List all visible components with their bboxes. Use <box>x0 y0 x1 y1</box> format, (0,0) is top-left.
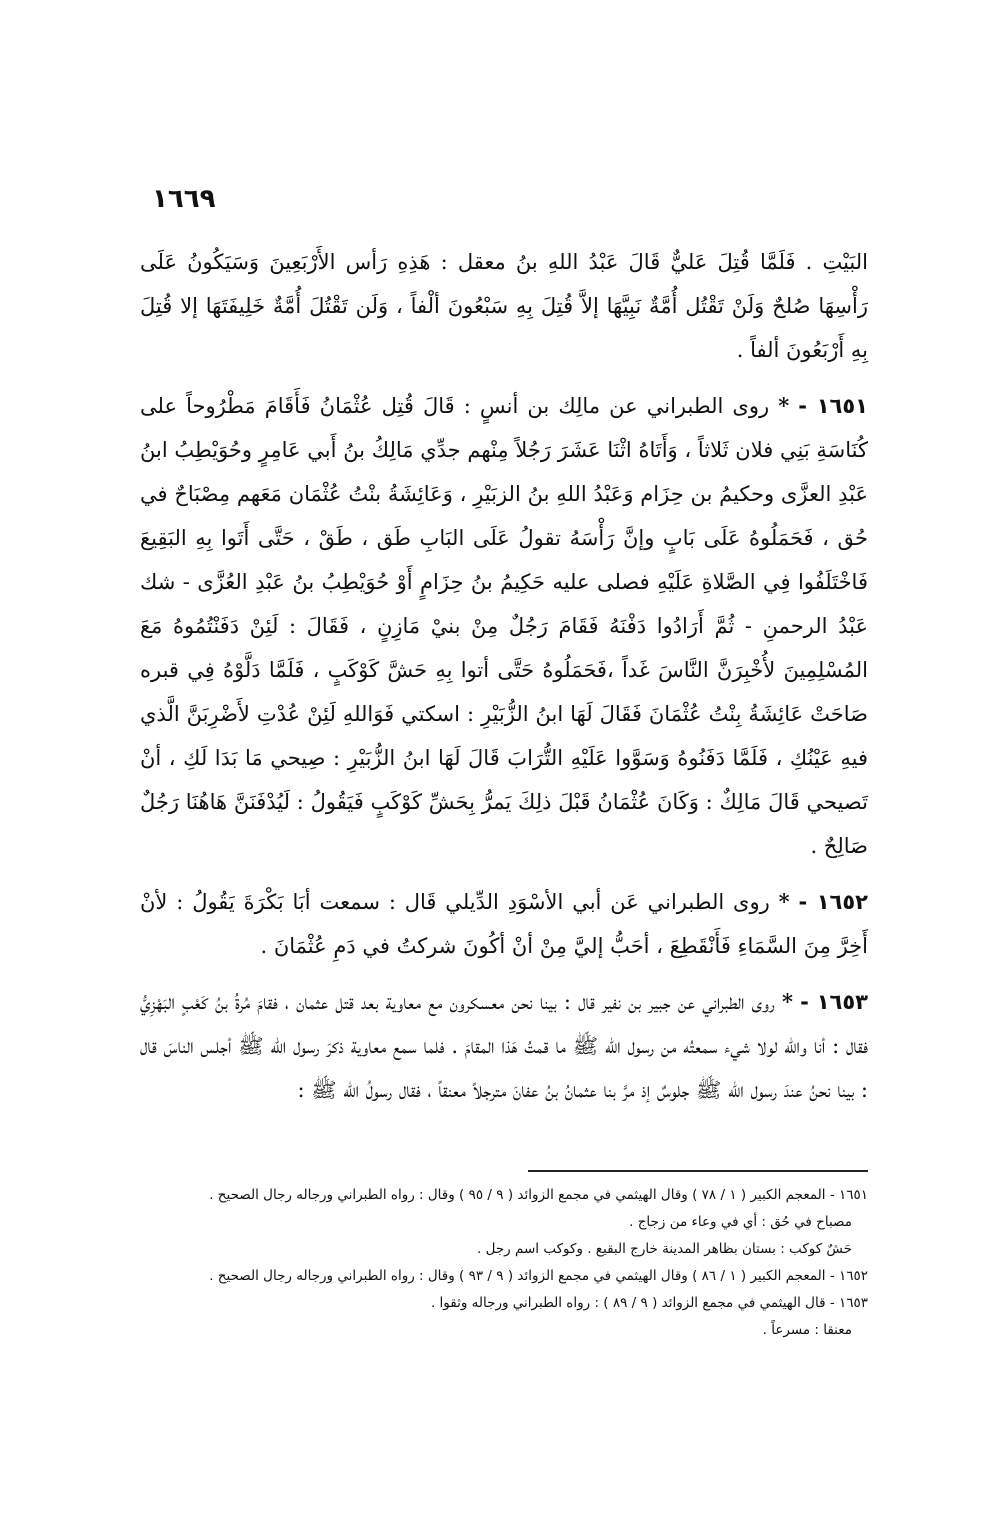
footnote-divider <box>528 1170 868 1172</box>
hadith-text: روى الطبراني عن جبير بن نفير قال : بينا نحن معسكرون مع معاوية بعد قتل عثمان ، فقامَ مُرةُ بنُ كَعْبٍ البَهْزِيُّ فقال : أنا والله لولا شيء سمعتُه من رسول الله ﷺ ما قمتُ هَذا المقامَ . فلما سمع معاوية ذكرَ رسول الله ﷺ أجلس الناسَ قال : بينا نحنُ عندَ رسول الله ﷺ جلوسٌ إذ مرَّ بنا عثمانُ بنُ عفانَ مترجلاً معنقاً ، فقال رسولُ الله ﷺ : <box>140 990 868 1102</box>
hadith-marker: * <box>778 393 790 418</box>
hadith-1653 <box>140 980 868 1112</box>
hadith-number: ١٦٥٢ - <box>798 890 868 914</box>
paragraph-continuation <box>140 240 868 372</box>
hadith-1652 <box>140 880 868 968</box>
footnote-gloss: معنقا : مسرعاً . <box>762 1322 852 1338</box>
hadith-marker: * <box>782 989 793 1014</box>
footnote-gloss: مصباح في حُق : أي في وعاء من زجاج . <box>629 1214 852 1230</box>
hadith-number: ١٦٥١ - <box>798 394 868 418</box>
page-number: ١٦٦٩ <box>152 184 216 214</box>
footnote: ١٦٥٢ - المعجم الكبير ( ١ / ٨٦ ) وقال الهيثمي في مجمع الزوائد ( ٩ / ٩٣ ) وقال : رواه الطبراني ورجاله رجال الصحيح . <box>209 1268 868 1284</box>
hadith-number: ١٦٥٣ - <box>800 990 868 1014</box>
hadith-1651 <box>140 384 868 868</box>
main-text <box>140 240 868 1124</box>
footnote: ١٦٥١ - المعجم الكبير ( ١ / ٧٨ ) وقال الهيثمي في مجمع الزوائد ( ٩ / ٩٥ ) وقال : رواه الطبراني ورجاله رجال الصحيح . <box>209 1187 868 1203</box>
hadith-text: روى الطبراني عَن أبي الأسْوَدِ الدِّيلي قَال : سمعت أبَا بَكْرَةَ يَقُولُ : لأنْ أَخِرَّ مِنَ السَّمَاءِ فَأَنْقَطِعَ ، أحَبُّ إليَّ مِنْ أنْ أكُونَ شركتُ في دَمِ عُثْمَانَ . <box>140 890 868 958</box>
hadith-text: روى الطبراني عن مالِك بن أنسٍ : قَالَ قُتِل عُثْمَانُ فَأَقَامَ مَطْرُوحاً على كُنَاسَةِ بَنِي فلان ثَلاثاً ، وَأَتَاهُ اثْنَا عَشَرَ رَجُلاً مِنْهم جدِّي مَالِكُ بنُ أَبي عَامِرٍ وحُوَيْطِبُ ابنُ عَبْدِ العزَّى وحكيمُ بن حِزَام وَعَبْدُ اللهِ بنُ الزبَيْرِ ، وَعَائِشَةُ بنْتُ عُثْمَان مَعَهم مِصْبَاحٌ في حُق ، فَحَمَلُوهُ عَلَى بَابٍ وإنَّ رَأْسَهُ تقولُ عَلَى البَابِ طَق ، طَقْ ، حَتَّى أَتَوا بِهِ البَقِيعَ فَاخْتَلَفُوا فِي الصَّلاةِ عَلَيْهِ فصلى عليه حَكِيمُ بنُ حِزَامٍ أَوْ حُوَيْطِبُ بنُ عَبْدِ العُزَّى - شك عَبْدُ الرحمنِ - ثُمَّ أَرَادُوا دَفْنَهُ فَقَامَ رَجُلٌ مِنْ بنيْ مَازِنٍ ، فَقَالَ : لَئِنْ دَفَنْتُمُوهُ مَعَ المُسْلِمِينَ لأُخْبِرَنَّ النَّاسَ غَداً ،فَحَمَلُوهُ حَتَّى أتوا بِهِ حَشَّ كَوْكَبٍ ، فَلَمَّا دَلَّوْهُ فِي قبره صَاحَتْ عَائِشَةُ بِنْتُ عُثْمَانَ فَقَالَ لَهَا ابنُ الزُّبَيْرِ : اسكتي فَوَاللهِ لَئِنْ عُدْتِ لأَضْرِبَنَّ الَّذي فيهِ عَيْنُكِ ، فَلَمَّا دَفَنُوهُ وَسَوَّوا عَلَيْهِ التُّرَابَ قَالَ لَهَا ابنُ الزُّبَيْرِ : صِيحي مَا بَدَا لَكِ ، أنْ تَصيحي قَالَ مَالِكٌ : وَكَانَ عُثْمَانُ قَبْلَ ذلِكَ يَمرُّ بِحَشِّ كَوْكَبٍ فَيَقُولُ : لَيُدْفَنَنَّ هَاهُنَا رَجُلٌ صَالِحٌ . <box>140 394 868 858</box>
footnote: ١٦٥٣ - قال الهيثمي في مجمع الزوائد ( ٩ / ٨٩ ) : رواه الطبراني ورجاله وثقوا . <box>430 1295 868 1311</box>
hadith-marker: * <box>778 889 790 914</box>
footnote-gloss: حَشٌ كوكب : بستان بظاهر المدينة خارج البقيع . وكوكب اسم رجل . <box>477 1241 852 1257</box>
paragraph-text: البَيْتِ . فَلَمَّا قُتِلَ عَليٌّ قَالَ عَبْدُ اللهِ بنُ معقل : هَذِهِ رَأس الأَرْبَعِينَ وَسَيَكُونُ عَلَى رَأْسِهَا صُلحٌ وَلَنْ تَقْتُل أُمَّةٌ نَبِيَّهَا إلاَّ قُتِلَ بِهِ سَبْعُونَ ألْفاً ، وَلَن تَقْتُلَ أُمَّةٌ خَلِيفَتَهَا إلا قُتِلَ بِهِ أَرْبَعُونَ ألفاً . <box>140 250 868 362</box>
footnotes <box>140 1182 868 1344</box>
